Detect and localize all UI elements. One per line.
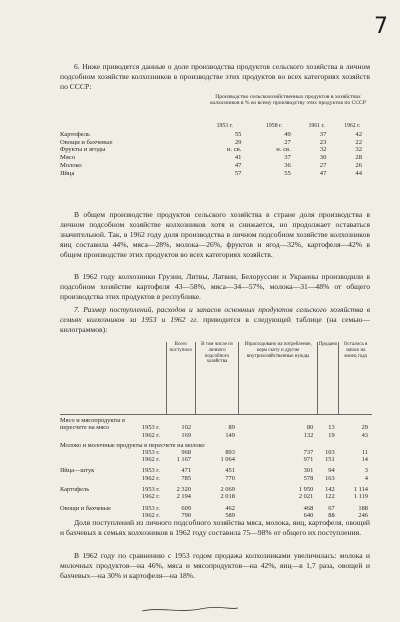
year-label: 1953 г. xyxy=(141,467,160,475)
table1-caption: Производство сельскохозяйственных продуктов в хозяйствах колхозников в % ко всему производству этих продуктов по СССР xyxy=(210,94,366,107)
cell: 23 xyxy=(319,138,327,146)
cell: 122 xyxy=(325,493,335,501)
cell: н. св. xyxy=(276,146,291,154)
cell: 246 xyxy=(358,511,368,519)
table1-year-header: 1953 г. xyxy=(216,123,233,129)
table1-row xyxy=(60,170,370,178)
table2-header: Израсходовано на потребление, корм скоту и другие внутрихозяйственные нужды xyxy=(239,342,317,415)
table1-row xyxy=(60,162,370,170)
table1-row xyxy=(60,139,370,147)
table2-row xyxy=(60,482,372,493)
bottom-pen-mark xyxy=(140,604,240,614)
cell: 4 xyxy=(364,474,368,482)
cell: 1 950 xyxy=(298,486,314,494)
table2-row xyxy=(60,475,372,482)
year-label: 1962 г. xyxy=(141,493,160,501)
table2 xyxy=(60,342,372,519)
paragraph-7 xyxy=(60,305,370,335)
paragraph-sales-growth: В 1962 году по сравнению с 1953 годом продажа колхозниками увеличилась: молока и молочных продуктов—на 46%, мяса и мясопродуктов—на 42%, яиц—в 1,7 раза, овощей и бахчевых—на 30% и картофеля—на 18%. xyxy=(60,551,370,580)
cell: 47 xyxy=(234,161,242,169)
cell: 27 xyxy=(284,138,291,146)
table1 xyxy=(60,123,370,177)
cell: 36 xyxy=(284,161,291,169)
cell: 893 xyxy=(225,448,235,456)
cell: 790 xyxy=(181,511,192,519)
cell: н. св. xyxy=(226,146,242,154)
cell: 132 xyxy=(303,431,314,439)
cell: 609 xyxy=(181,504,192,512)
year-label: 1962 г. xyxy=(141,431,160,439)
handwritten-page-number: 7 xyxy=(374,14,388,39)
cell: 2 018 xyxy=(220,493,235,501)
cell: 737 xyxy=(303,448,314,456)
table1-year-header: 1958 г. xyxy=(266,123,283,129)
table1-year-header: 1962 г. xyxy=(344,123,361,129)
table2-header: Осталось в запасе на конец года xyxy=(339,342,372,415)
cell: 578 xyxy=(303,474,314,482)
cell: 32 xyxy=(319,146,327,154)
cell: 11 xyxy=(361,448,368,456)
cell: 770 xyxy=(225,474,235,482)
cell: 19 xyxy=(328,431,335,439)
table1-row xyxy=(60,146,370,154)
row-label: Яйца xyxy=(60,169,75,177)
table2-header: В том числе из личного подсобного хозяйства xyxy=(195,342,239,415)
cell: 57 xyxy=(234,169,242,177)
table2-row xyxy=(60,456,372,463)
table2-row xyxy=(60,449,372,456)
table1-corner xyxy=(60,123,200,131)
year-label: 1962 г. xyxy=(141,456,160,464)
cell: 28 xyxy=(355,154,362,162)
cell: 30 xyxy=(319,154,327,162)
row-label: Молоко xyxy=(60,161,82,169)
cell: 55 xyxy=(234,131,242,138)
cell: 2 021 xyxy=(298,493,314,501)
table2-header: Всего поступило xyxy=(167,342,196,415)
cell: 471 xyxy=(181,467,192,475)
table2-group-title xyxy=(60,439,372,449)
cell: 14 xyxy=(361,456,368,464)
cell: 1 167 xyxy=(176,456,192,464)
table2-row xyxy=(60,493,372,500)
cell: 142 xyxy=(325,486,335,494)
cell: 32 xyxy=(355,146,362,154)
cell: 301 xyxy=(303,467,314,475)
cell: 785 xyxy=(181,474,192,482)
row-label: Картофель xyxy=(60,131,91,138)
group-label: Картофель xyxy=(60,486,90,494)
cell: 451 xyxy=(225,467,235,475)
cell: 29 xyxy=(361,424,368,432)
cell: 55 xyxy=(284,169,291,177)
cell: 2 320 xyxy=(176,486,192,494)
cell: 188 xyxy=(358,504,368,512)
cell: 169 xyxy=(181,431,192,439)
cell: 94 xyxy=(328,467,335,475)
cell: 971 xyxy=(303,456,314,464)
table2-corner xyxy=(60,342,167,415)
group-label: Яйца—штук xyxy=(60,467,95,475)
table2-header: Продано xyxy=(317,342,338,415)
cell: 88 xyxy=(328,511,335,519)
row-label: Овощи и бахчевые xyxy=(60,138,113,146)
cell: 2 194 xyxy=(176,493,192,501)
year-label: 1953 г. xyxy=(141,424,160,432)
group-label: Мясо и мясопродукты в пересчете на мясо xyxy=(60,417,126,432)
cell: 149 xyxy=(225,431,235,439)
cell: 49 xyxy=(284,131,291,138)
group-label xyxy=(60,432,142,439)
cell: 102 xyxy=(181,424,192,432)
year-label: 1953 г. xyxy=(141,486,160,494)
cell: 1 119 xyxy=(353,493,368,501)
cell: 163 xyxy=(325,474,335,482)
year-label: 1953 г. xyxy=(141,504,160,512)
table1-row xyxy=(60,154,370,162)
cell: 3 xyxy=(364,467,368,475)
cell: 468 xyxy=(303,504,314,512)
paragraph-general-share: В общем производстве продуктов сельского хозяйства в стране доля производства в личном подсобном хозяйстве колхозников хотя и снижается, но продолжает оставаться значительной. Так, в 1962 году доля производства в личном подсобном хозяйстве колхозников яиц составила 44%, мяса—28%, молока—26%, фруктов и ягод—32%, картофеля—42% в общем производстве этих продуктов во всех категориях хозяйств. xyxy=(60,210,370,259)
cell: 103 xyxy=(325,448,335,456)
table2-row xyxy=(60,417,372,432)
cell: 640 xyxy=(303,511,314,519)
cell: 151 xyxy=(325,456,335,464)
paragraph-share-of-receipts: Доля поступлений из личного подсобного хозяйства мяса, молока, яиц, картофеля, овощей и бахчевых в семьях колхозников в 1962 году составила 75—98% от общего их поступления. xyxy=(60,518,370,537)
paragraph-7-rest: приводится в следующей таблице (на семью—килограммов): xyxy=(60,315,370,334)
cell: 43 xyxy=(361,431,368,439)
cell: 89 xyxy=(228,424,235,432)
paragraph-6: 6. Ниже приводятся данные о доле производства продуктов сельского хозяйства в личном подсобном хозяйстве колхозников в производстве этих продуктов во всех категориях хозяйств по СССР: xyxy=(60,62,370,91)
cell: 2 069 xyxy=(220,486,235,494)
cell: 589 xyxy=(225,511,235,519)
cell: 13 xyxy=(328,424,335,432)
cell: 26 xyxy=(355,161,362,169)
paragraph-7-italic: 7. Размер поступлений, расходов и запасов основных продуктов сельского хозяйства в семьях колхозников за 1953 и 1962 гг. xyxy=(60,305,370,324)
row-label: Фрукты и ягоды xyxy=(60,146,106,154)
cell: 42 xyxy=(355,131,362,138)
cell: 29 xyxy=(234,138,242,146)
cell: 462 xyxy=(225,504,235,512)
group-label: Молоко и молочные продукты в пересчете на молоко xyxy=(60,441,205,449)
cell: 22 xyxy=(355,138,362,146)
cell: 1 114 xyxy=(353,486,368,494)
cell: 80 xyxy=(306,424,314,432)
cell: 41 xyxy=(234,154,242,162)
table2-row xyxy=(60,463,372,474)
table1-row xyxy=(60,131,370,139)
group-label: Овощи и бахчевые xyxy=(60,504,111,512)
cell: 37 xyxy=(319,131,327,138)
cell: 1 064 xyxy=(220,456,235,464)
cell: 968 xyxy=(181,448,192,456)
cell: 67 xyxy=(328,504,335,512)
paragraph-republics: В 1962 году колхозники Грузии, Литвы, Латвии, Белоруссии и Украины производили в подсобном хозяйстве картофеля 43—58%, мяса—34—57%, молока—31—48% от общего производства этих продуктов в республике. xyxy=(60,272,370,301)
year-label: 1953 г. xyxy=(141,448,160,456)
table2-row xyxy=(60,501,372,512)
year-label: 1962 г. xyxy=(141,474,160,482)
table2-row xyxy=(60,432,372,439)
table1-year-header: 1961 г. xyxy=(308,123,325,129)
cell: 27 xyxy=(319,161,327,169)
cell: 47 xyxy=(319,169,327,177)
year-label: 1962 г. xyxy=(141,511,160,519)
cell: 44 xyxy=(355,169,362,177)
cell: 37 xyxy=(284,154,291,162)
row-label: Мясо xyxy=(60,154,76,162)
